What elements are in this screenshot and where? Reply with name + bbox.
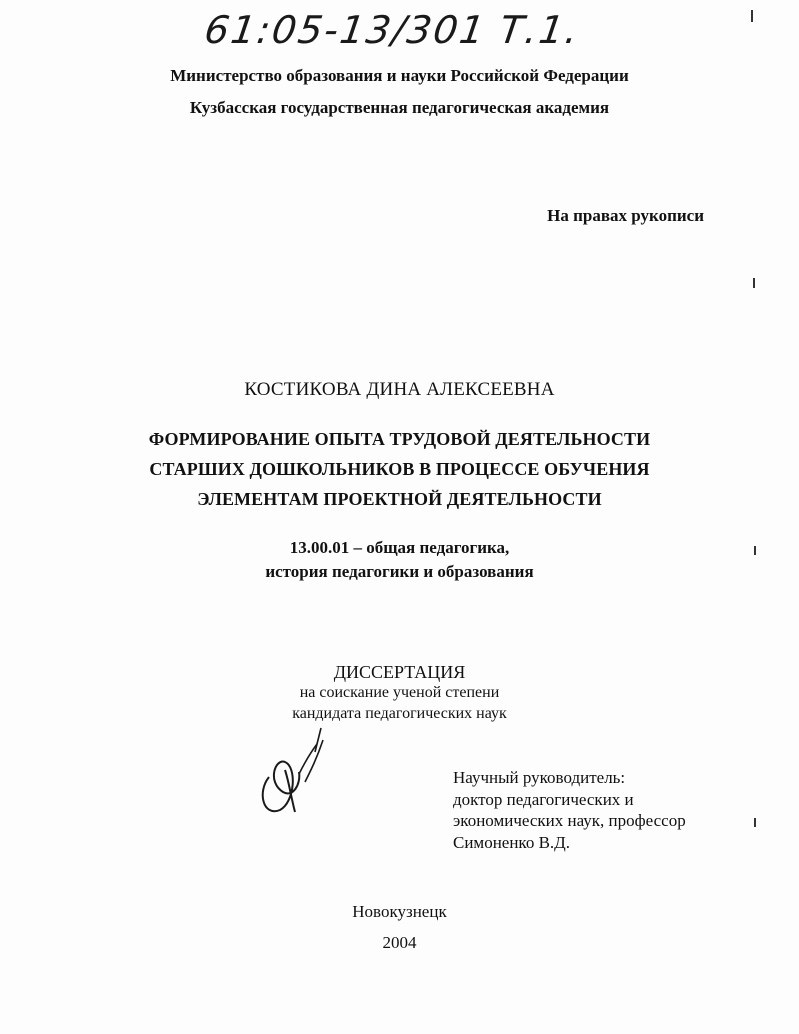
supervisor-title-1: доктор педагогических и (453, 790, 634, 809)
scan-speck (751, 10, 753, 22)
signature-icon (255, 722, 335, 827)
title-line-2: СТАРШИХ ДОШКОЛЬНИКОВ В ПРОЦЕССЕ ОБУЧЕНИЯ (149, 459, 650, 479)
scan-speck (754, 546, 756, 555)
dissertation-degree: кандидата педагогических наук (292, 705, 507, 722)
dissertation-purpose: на соискание ученой степени (299, 684, 500, 701)
title-line-3: ЭЛЕМЕНТАМ ПРОЕКТНОЙ ДЕЯТЕЛЬНОСТИ (197, 489, 602, 509)
scan-speck (754, 818, 756, 827)
dissertation-type: ДИССЕРТАЦИЯ (333, 662, 466, 682)
year: 2004 (382, 933, 417, 952)
title-line-1: ФОРМИРОВАНИЕ ОПЫТА ТРУДОВОЙ ДЕЯТЕЛЬНОСТИ (148, 429, 651, 449)
specialty-code: 13.00.01 – общая педагогика, (289, 538, 510, 557)
specialty-name: история педагогики и образования (265, 562, 534, 581)
supervisor-label: Научный руководитель: (453, 768, 626, 787)
city: Новокузнецк (352, 902, 447, 921)
ministry-name: Министерство образования и науки Российской Федерации (170, 66, 629, 85)
supervisor-title-2: экономических наук, профессор (453, 811, 686, 830)
handwritten-archive-code: 61:05-13/301 Т.1. (201, 8, 583, 52)
author-name: КОСТИКОВА ДИНА АЛЕКСЕЕВНА (244, 379, 555, 400)
supervisor-name: Симоненко В.Д. (453, 833, 571, 852)
rights-note: На правах рукописи (547, 206, 704, 225)
academy-name: Кузбасская государственная педагогическая академия (189, 98, 610, 117)
scan-speck (753, 278, 755, 288)
